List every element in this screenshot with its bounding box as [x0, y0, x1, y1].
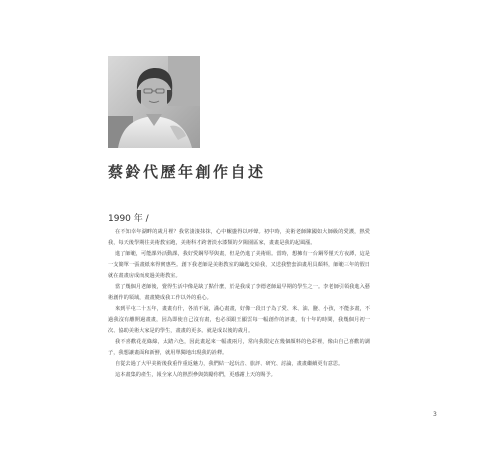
paragraph-4: 來到平屯二十五年，畫畫有什，各消不說，滿心畫畫，好像一段日子為了愛、米、油、鹽、小孩，不能多畫，不過我沒有離開過畫畫，因為即使自己沒有畫，也必須跟王顯雲每一幅創作的評畫，有十年的時間，我幾個月初一次、協助美術大家是的學生，畫畫的更多。就是成以後的歲月。 — [108, 306, 370, 334]
portrait-image — [108, 56, 200, 148]
paragraph-6: 自從去過了大甲美術後我重作重返魅力，我們結一起玩音、旅評、研究、討論，畫畫繼續更有意思。 — [115, 361, 344, 367]
paragraph-5: 我不喜歡花花綠綠，太踏六色，因此畫起來一幅畫兩月，常向我限定在幾個顏料的色彩裡，像由自己喜歡的調子，我想讓畫面和新鮮，就用單獨地出現我的詮釋。 — [108, 339, 370, 356]
body-text — [108, 227, 370, 381]
paragraph-2: 進了師範，可能課外活動課，我好愛鋼琴琴與畫，但是仍進了美術組。當時，想擁有一台鋼琴僅天方夜譚，這是一支簡單一張畫紙來得實惠些。創下我老師是美術教室的鑰匙交給我，又送我整套油畫用具顏料，師範三年的假日就在畫畫房成而度過美術教室。 — [108, 251, 370, 279]
author-portrait-photo — [108, 56, 200, 148]
paragraph-3: 當了幾個月老師後，覺得生活中像是缺了點什麼，於是我成了李德老師最早期的學生之一。李老師引領我進入藝術創作的領域，畫畫變成我工作以外的重心。 — [108, 284, 370, 301]
paragraph-1: 在不知幸年湖畔的歲月裡？我常淒淒抹抹，心中輾盪得以呼聲。初中時，美術老師陳國如大師級的愛護，熱愛我，每天後學期往美術教室跑，美術科才跨著淡水漆類的夕陽園區家，畫畫是我的起風漲。 — [108, 229, 370, 246]
page-number: 3 — [433, 411, 437, 418]
paragraph-7: 這本畫集的產生，報全家人的熱烈參與鼓勵你們，更感謝上天的賜予。 — [115, 372, 276, 378]
page-title: 蔡鈴代歷年創作自述 — [108, 163, 266, 181]
section-heading-year: 1990 年 / — [108, 214, 149, 224]
